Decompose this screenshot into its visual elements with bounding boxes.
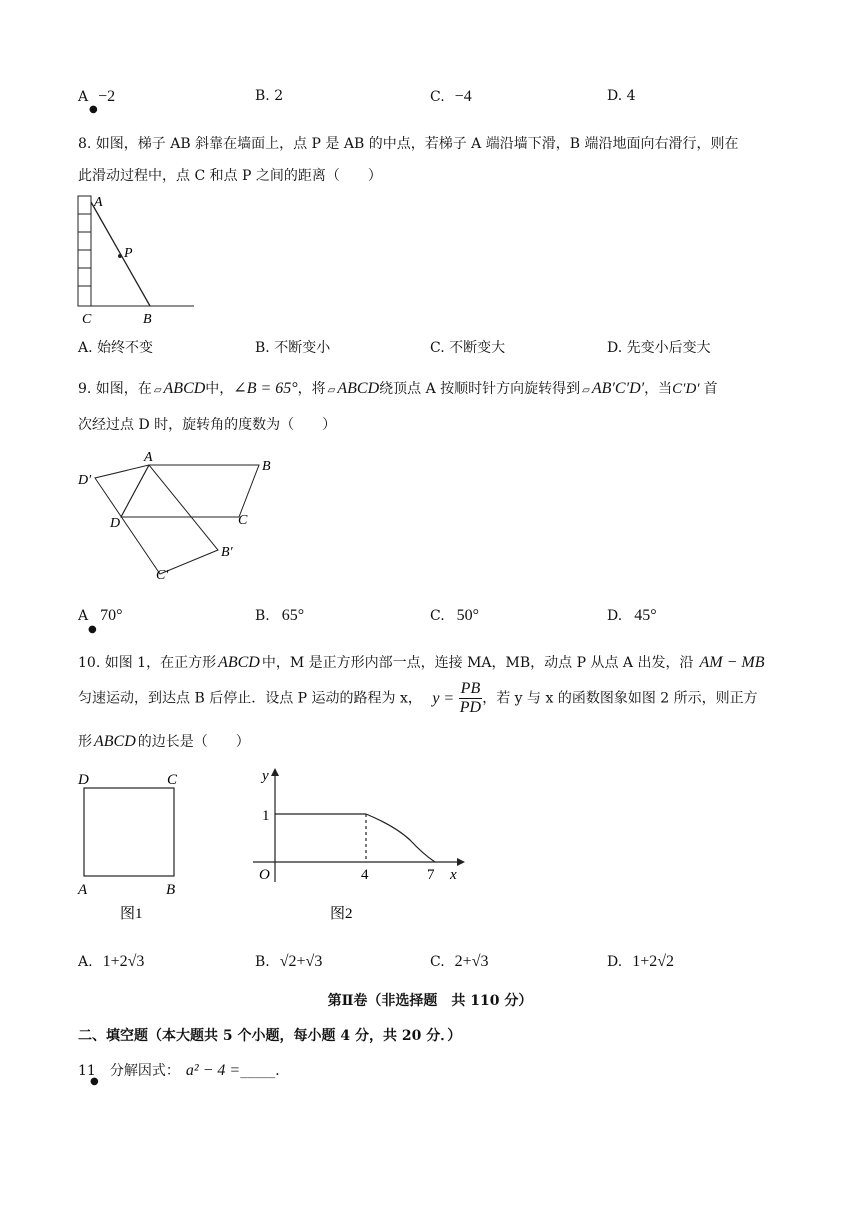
wall [78,196,91,306]
graph-curve-segment [366,814,435,862]
label-b: B [143,312,152,327]
q10-option-d: D. 1+2√2 [607,953,674,970]
label-p: P [124,246,133,261]
q9-stem-line1: 9. 如图，在 ▱ ABCD中，∠B = 65°，将 ▱ ABCD绕顶点 A 按顺时针方向旋转得到 ▱ AB′C′D′，当C′D′ 首 [78,380,718,397]
label-a: A [78,882,88,898]
q8-stem-line2: 此滑动过程中，点 C 和点 P 之间的距离（ ） [78,168,382,184]
ladder-ab [91,202,150,306]
fig2-caption: 图2 [330,906,353,922]
q9-stem-line2: 次经过点 D 时，旋转角的度数为（ ） [78,417,337,433]
q8-option-b: B. 不断变小 [255,340,331,356]
q10-stem-line2: 匀速运动，到达点 B 后停止．设点 P 运动的路程为 x， y = $\frac{PB}{PD}$ ，若 y 与 x 的函数图象如图 2 所示，则正方 [78,680,758,716]
parallelogram-icon: ▱ [327,385,336,396]
tick-4: 4 [361,867,369,883]
label-d: D [110,516,121,531]
label-c: C [238,513,248,528]
label-y: y [262,768,269,784]
fraction-pb-pd: $\frac{PB}{PD}$ [459,680,482,716]
q9-option-c: C. 50° [430,607,480,624]
label-x: x [450,867,457,883]
section-subtitle: 二、填空题（本大题共 5 个小题，每小题 4 分，共 20 分．） [78,1028,462,1044]
q9-option-a: A 70° [78,607,123,624]
label-c-prime: C′ [156,568,169,583]
q10-option-b: B. √2+√3 [255,953,323,970]
q9-option-b: B. 65° [255,607,305,624]
q10-option-c: C. 2+√3 [430,953,489,970]
q10-option-a: A. 1+2√3 [78,953,145,970]
label-a: A [144,450,153,465]
q10-figure-2-graph [245,764,475,924]
label-d: D [78,772,89,788]
y-axis-arrow-icon [271,768,279,776]
q8-option-a: A. 始终不变 [78,340,154,356]
parallelogram-icon: ▱ [582,385,590,396]
q10-stem-line1: 10. 如图 1，在正方形 ABCD 中，M 是正方形内部一点，连接 MA，MB，动点 P 从点 A 出发，沿 AM − MB [78,654,765,671]
q11-stem: 11 分解因式： a² − 4 =_____． [78,1062,290,1079]
label-d-prime: D′ [78,473,92,488]
q8-ladder-figure [70,190,200,330]
label-b: B [262,459,271,474]
tick-1: 1 [262,808,270,824]
q9-option-d: D. 45° [607,607,657,624]
tick-7: 7 [427,867,435,883]
q8-stem-line1: 8. 如图，梯子 AB 斜靠在墙面上，点 P 是 AB 的中点，若梯子 A 端沿墙下滑，B 端沿地面向右滑行，则在 [78,136,739,152]
q7-option-c: C. −4 [430,88,472,105]
bullet-dot: ● [90,1076,99,1087]
bullet-dot: ● [89,104,98,115]
q7-option-d: D. 4 [607,88,636,104]
section-title: 第Ⅱ卷（非选择题 共 110 分） [327,993,533,1009]
answer-blank: _____ [240,1063,276,1079]
square-abcd [84,788,174,876]
bullet-dot: ● [88,624,97,635]
q8-option-c: C. 不断变大 [430,340,506,356]
q7-option-b: B. 2 [255,88,284,104]
label-b: B [166,882,176,898]
parallelogram-abcd [121,465,259,517]
label-c: C [82,312,92,327]
midpoint-p [118,254,122,258]
label-b-prime: B′ [221,545,233,560]
q10-figure-1-square [70,764,200,924]
label-o: O [259,867,270,883]
parallelogram-icon: ▱ [153,385,162,396]
label-c: C [167,772,178,788]
q7-option-a: A −2 [78,88,116,105]
q10-stem-line3: 形 ABCD 的边长是（ ） [78,733,250,750]
q9-parallelogram-figure [70,446,290,588]
label-a: A [94,195,103,210]
q8-option-d: D. 先变小后变大 [607,340,711,356]
x-axis-arrow-icon [457,858,465,866]
fig1-caption: 图1 [120,906,143,922]
